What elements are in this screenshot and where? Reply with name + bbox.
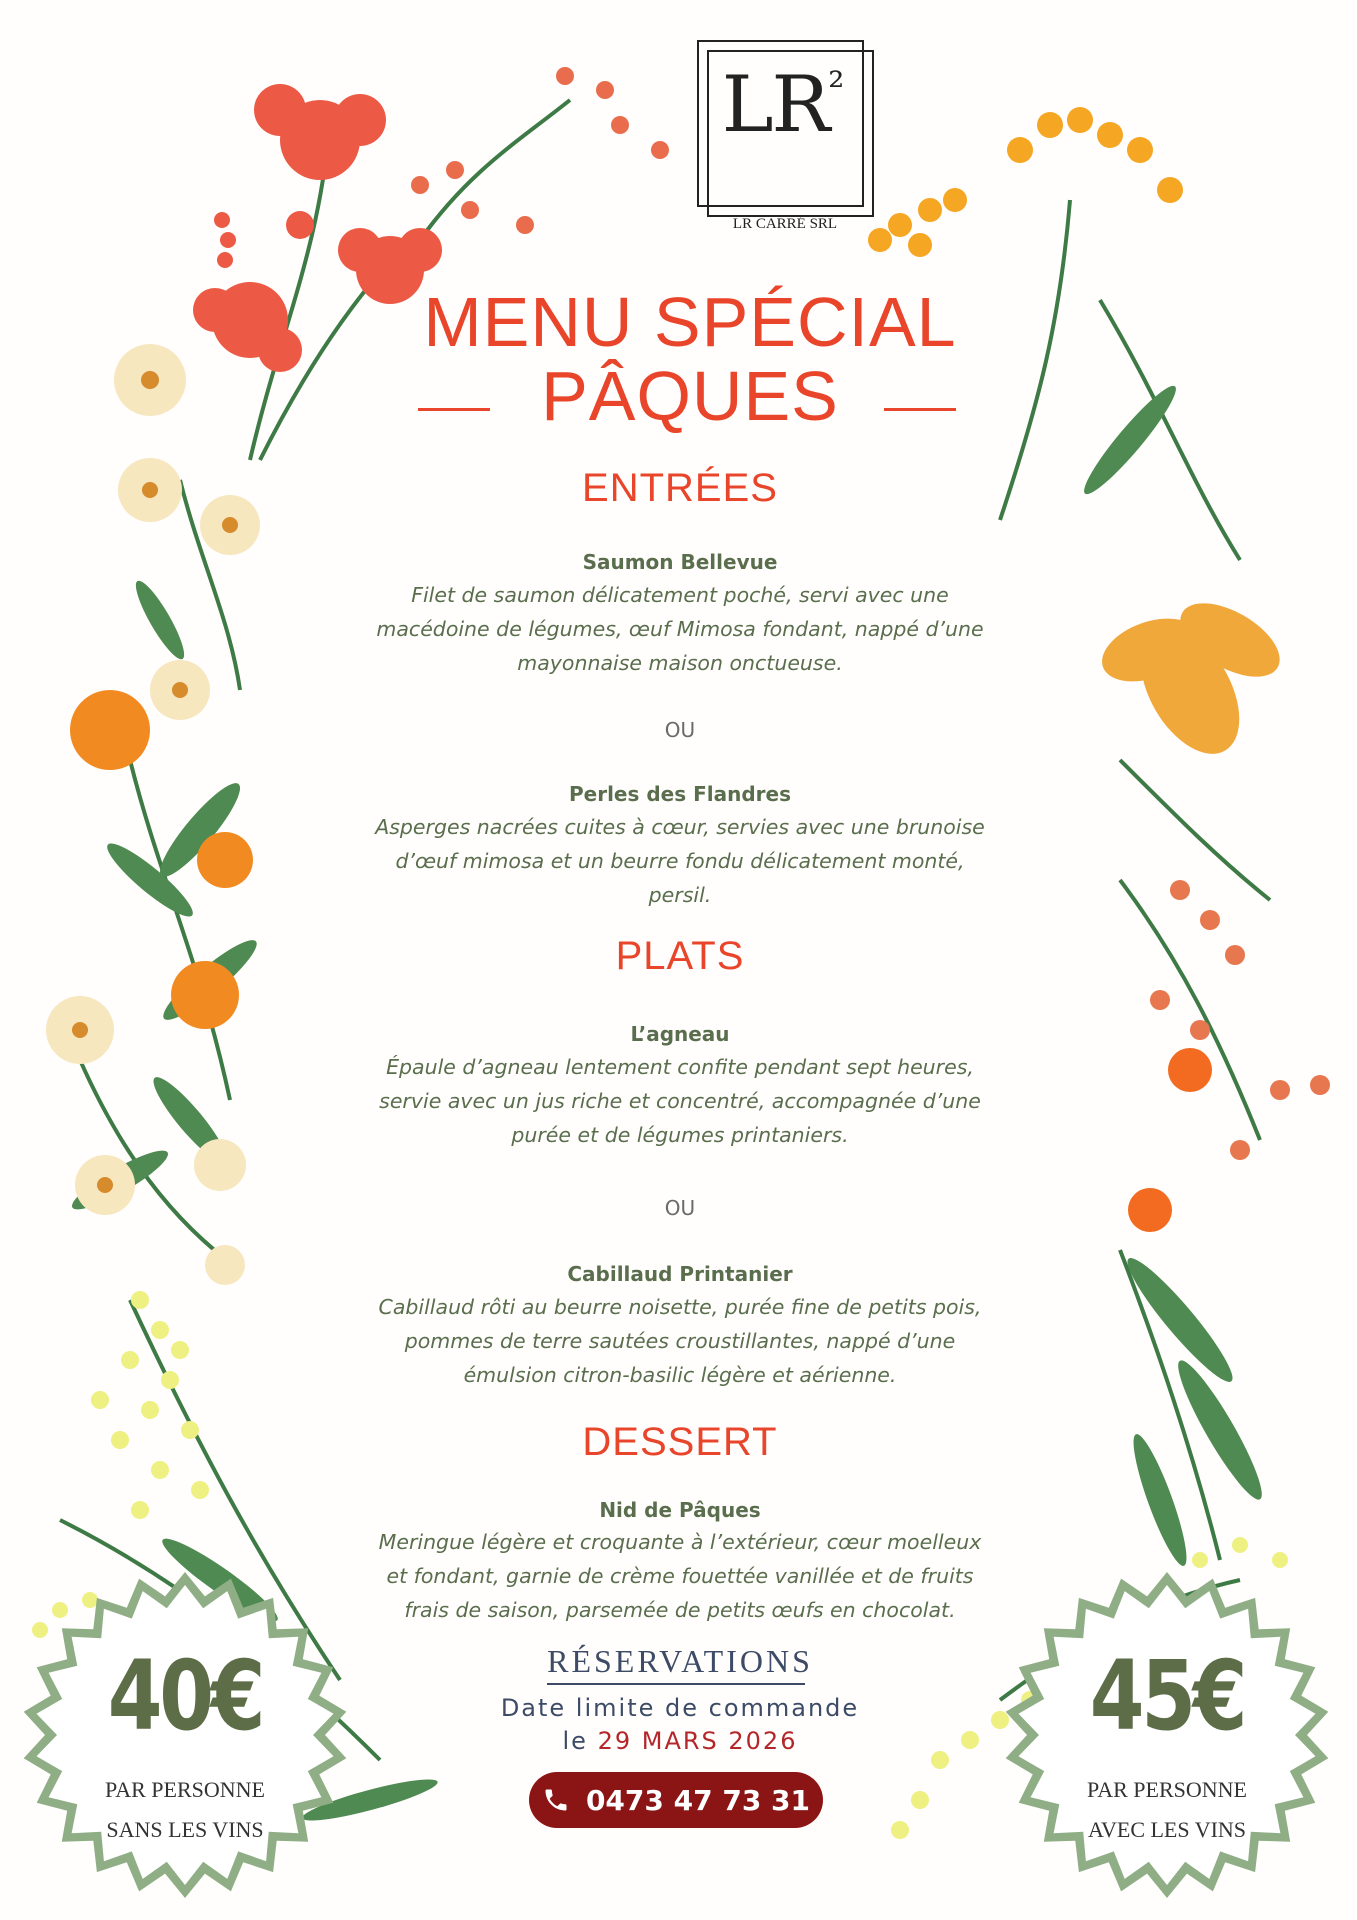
dish-name: Nid de Pâques <box>599 1498 761 1522</box>
phone-number: 0473 47 73 31 <box>585 1783 811 1817</box>
dish-name: Cabillaud Printanier <box>567 1262 793 1286</box>
dish-description: Filet de saumon délicatement poché, servi avec une macédoine de légumes, œuf Mimosa fondant, nappé d’une mayonnaise maison onctueuse. <box>376 583 984 675</box>
price-note: PAR PERSONNE AVEC LES VINS <box>1087 1777 1247 1842</box>
title-dash-left <box>418 408 490 411</box>
dish-description: Meringue légère et croquante à l’extérieur, cœur moelleux et fondant, garnie de crème fouettée vanillée et de fruits frais de saison, parsemée de petits œufs en chocolat. <box>378 1530 982 1622</box>
price-badge-without-wine <box>20 1570 350 1900</box>
dish-name: L’agneau <box>630 1022 730 1046</box>
company-name: LR CARRÉ SRL <box>732 216 838 232</box>
price-note: PAR PERSONNE SANS LES VINS <box>105 1777 265 1842</box>
price-amount: 40€ <box>107 1640 263 1752</box>
dish-description: Cabillaud rôti au beurre noisette, purée fine de petits pois, pommes de terre sautées croustillantes, nappé d’une émulsion citron-basilic légère et aérienne. <box>378 1295 982 1387</box>
menu-title-line1: MENU SPÉCIAL <box>423 283 957 361</box>
order-deadline-date: le 29 MARS 2026 <box>562 1727 798 1755</box>
phone-button[interactable] <box>529 1772 823 1828</box>
dish-description: Asperges nacrées cuites à cœur, servies avec une brunoise d’œuf mimosa et un beurre fondu délicatement monté, persil. <box>375 815 985 907</box>
logo: $LR^{^2}$ <box>721 60 843 150</box>
price-amount: 45€ <box>1089 1640 1245 1752</box>
dish-name: Perles des Flandres <box>568 782 792 806</box>
or-separator: OU <box>664 1196 696 1220</box>
section-heading-entrees: ENTRÉES <box>582 466 778 510</box>
title-dash-right <box>884 408 956 411</box>
section-heading-dessert: DESSERT <box>582 1420 778 1464</box>
reservations-underline <box>547 1683 805 1685</box>
order-deadline-label: Date limite de commande <box>500 1694 860 1722</box>
dish-description: Épaule d’agneau lentement confite pendant sept heures, servie avec un jus riche et concentré, accompagnée d’une purée et de légumes printaniers. <box>379 1055 981 1147</box>
reservations-heading: RÉSERVATIONS <box>547 1643 813 1679</box>
dish-name: Saumon Bellevue <box>582 550 778 574</box>
or-separator: OU <box>664 718 696 742</box>
price-badge-with-wine <box>1002 1570 1332 1900</box>
phone-icon <box>542 1786 570 1814</box>
section-heading-plats: PLATS <box>615 934 745 978</box>
menu-title-line2: PÂQUES <box>541 357 839 435</box>
